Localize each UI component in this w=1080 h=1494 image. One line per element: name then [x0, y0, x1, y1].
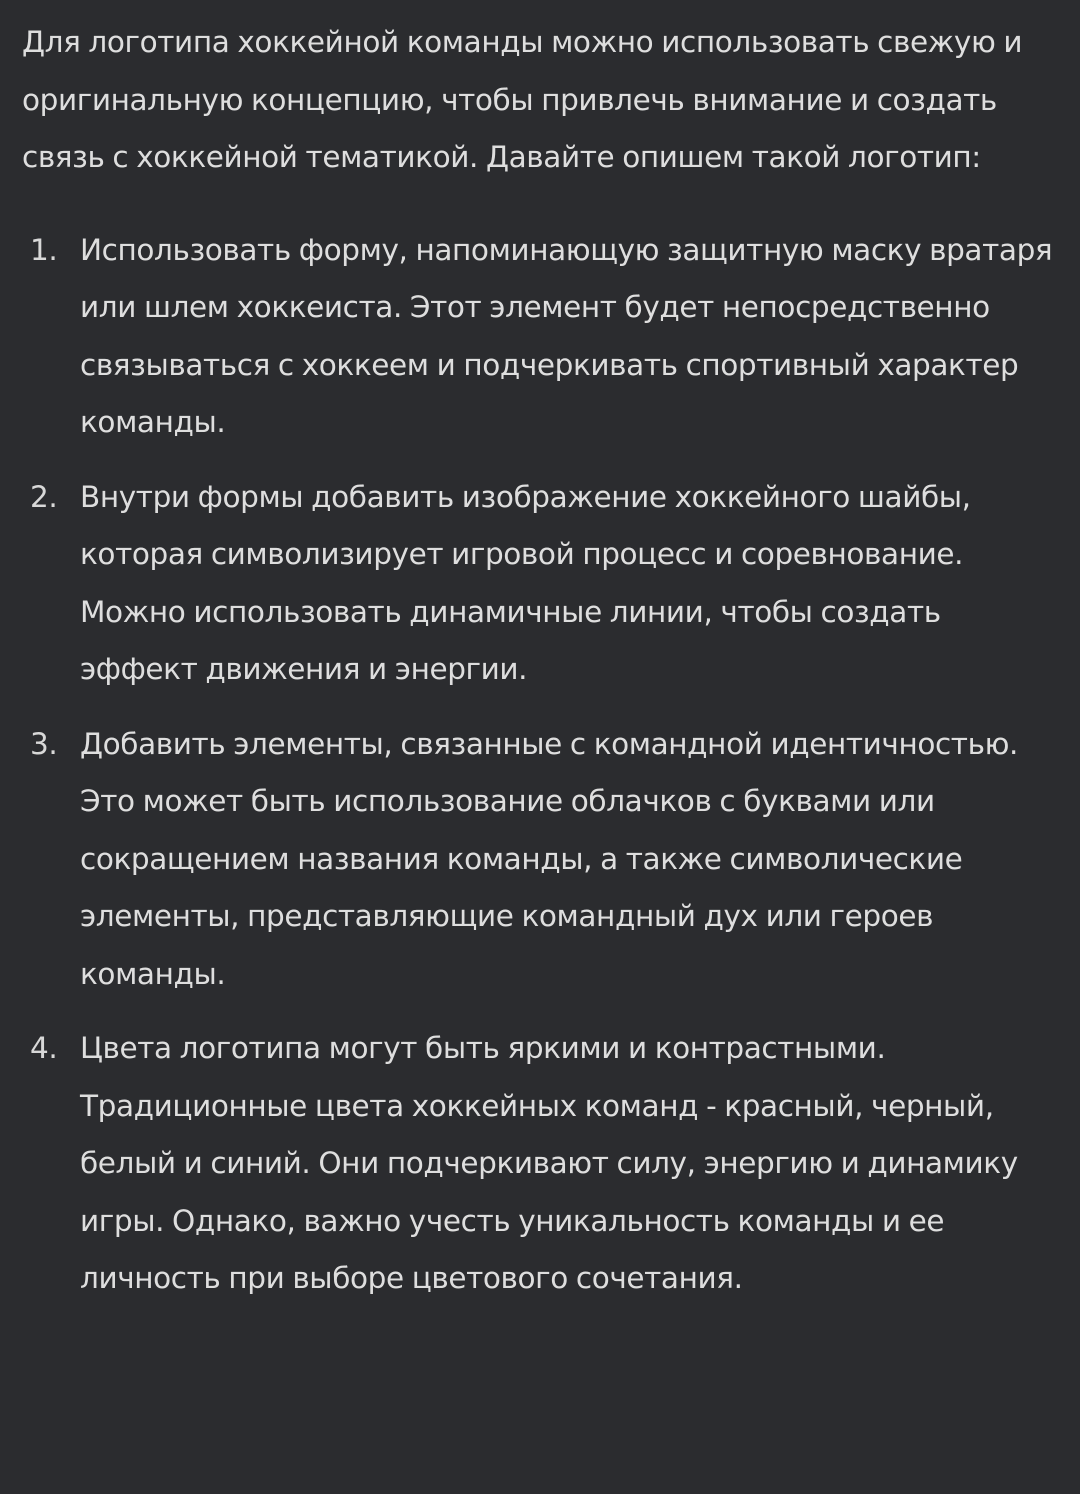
list-item-text: Добавить элементы, связанные с командной идентичностью. Это может быть использование облачков с буквами или сокращением названия команды, а также символические элементы, представляющие командный дух или героев команды.	[80, 726, 1018, 991]
suggestion-list	[22, 222, 1058, 1308]
list-item-number: 1.	[30, 232, 58, 267]
list-item-number: 2.	[30, 479, 58, 514]
list-item-text: Внутри формы добавить изображение хоккейного шайбы, которая символизирует игровой процесс и соревнование. Можно использовать динамичные линии, чтобы создать эффект движения и энергии.	[80, 479, 971, 686]
list-item	[22, 222, 1058, 452]
list-item	[22, 1020, 1058, 1308]
list-item	[22, 716, 1058, 1004]
list-item-number: 4.	[30, 1031, 58, 1065]
list-item	[22, 469, 1058, 699]
list-item-number: 3.	[30, 726, 58, 761]
list-item-text: Использовать форму, напоминающую защитную маску вратаря или шлем хоккеиста. Этот элемент будет непосредственно связываться с хоккеем и подчеркивать спортивный характер команды.	[80, 232, 1053, 439]
list-item-text: Цвета логотипа могут быть яркими и контрастными. Традиционные цвета хоккейных команд - красный, черный, белый и синий. Они подчеркивают силу, энергию и динамику игры. Однако, важно учесть уникальность команды и ее личность при выборе цветового сочетания.	[80, 1031, 1018, 1295]
intro-paragraph: Для логотипа хоккейной команды можно использовать свежую и оригинальную концепцию, чтобы привлечь внимание и создать связь с хоккейной тематикой. Давайте опишем такой логотип:	[22, 25, 1023, 174]
